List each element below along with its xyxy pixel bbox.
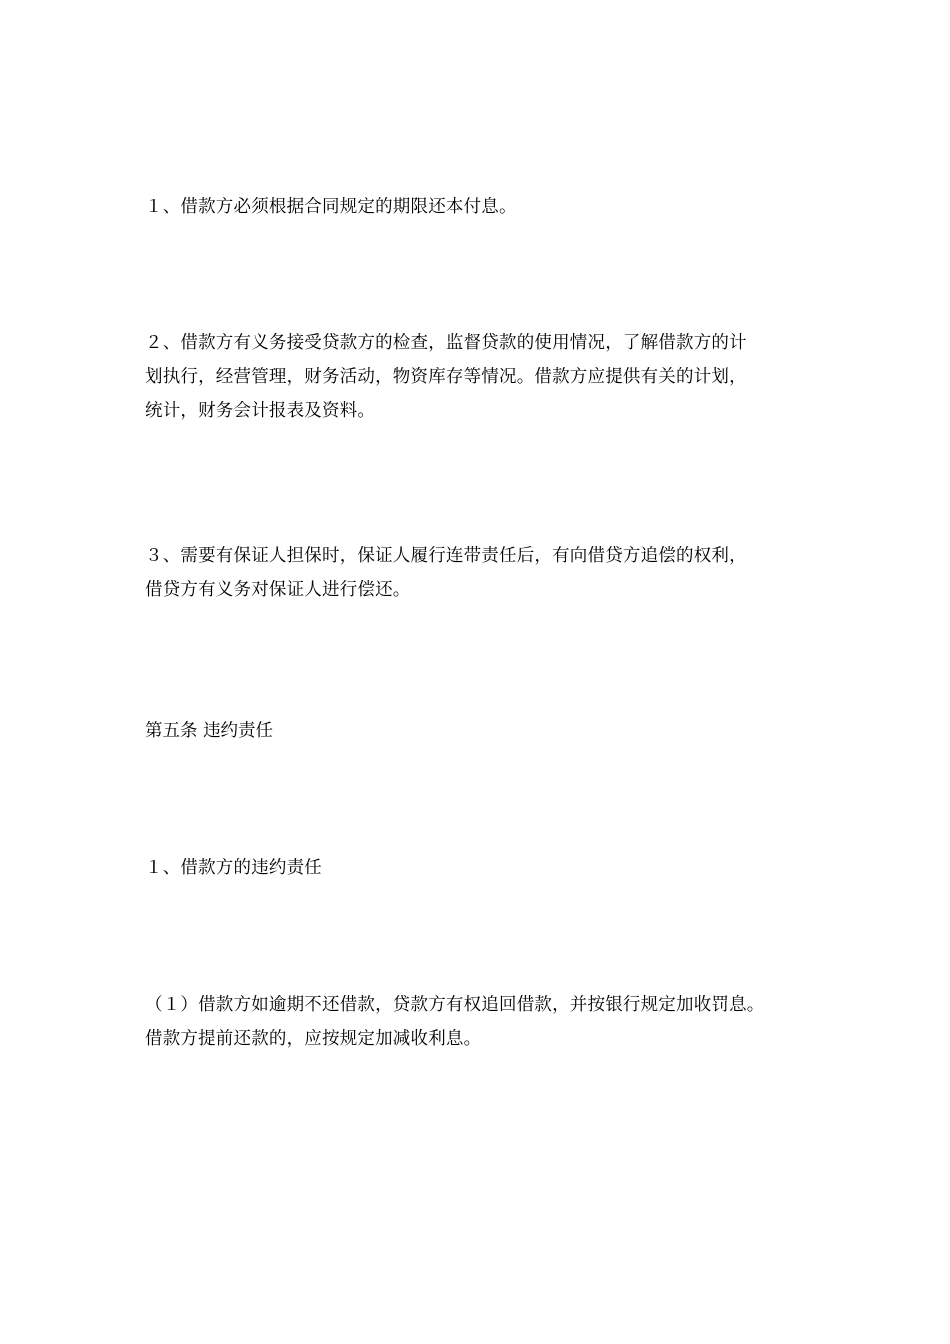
section-heading xyxy=(145,714,273,748)
text-line: １、借款方必须根据合同规定的期限还本付息。 xyxy=(145,197,517,217)
clause-4-item-2 xyxy=(145,326,825,428)
clause-4-item-3 xyxy=(145,539,825,607)
text-line: 借款方提前还款的，应按规定加减收利息。 xyxy=(145,1029,482,1049)
text-line: １、借款方的违约责任 xyxy=(145,858,322,878)
text-line: （１）借款方如逾期不还借款，贷款方有权追回借款，并按银行规定加收罚息。 xyxy=(145,995,765,1015)
clause-5-item-1 xyxy=(145,851,825,885)
clause-4-item-1 xyxy=(145,190,825,224)
text-line: 统计，财务会计报表及资料。 xyxy=(145,401,376,421)
clause-5-item-1-sub-1 xyxy=(145,988,825,1056)
text-line: ３、需要有保证人担保时，保证人履行连带责任后，有向借贷方追偿的权利， xyxy=(145,546,747,566)
text-line: 借贷方有义务对保证人进行偿还。 xyxy=(145,580,411,600)
heading-text: 第五条 违约责任 xyxy=(145,721,274,741)
text-line: 划执行，经营管理，财务活动，物资库存等情况。借款方应提供有关的计划， xyxy=(145,367,747,387)
text-line: ２、借款方有义务接受贷款方的检查，监督贷款的使用情况，了解借款方的计 xyxy=(145,333,747,353)
